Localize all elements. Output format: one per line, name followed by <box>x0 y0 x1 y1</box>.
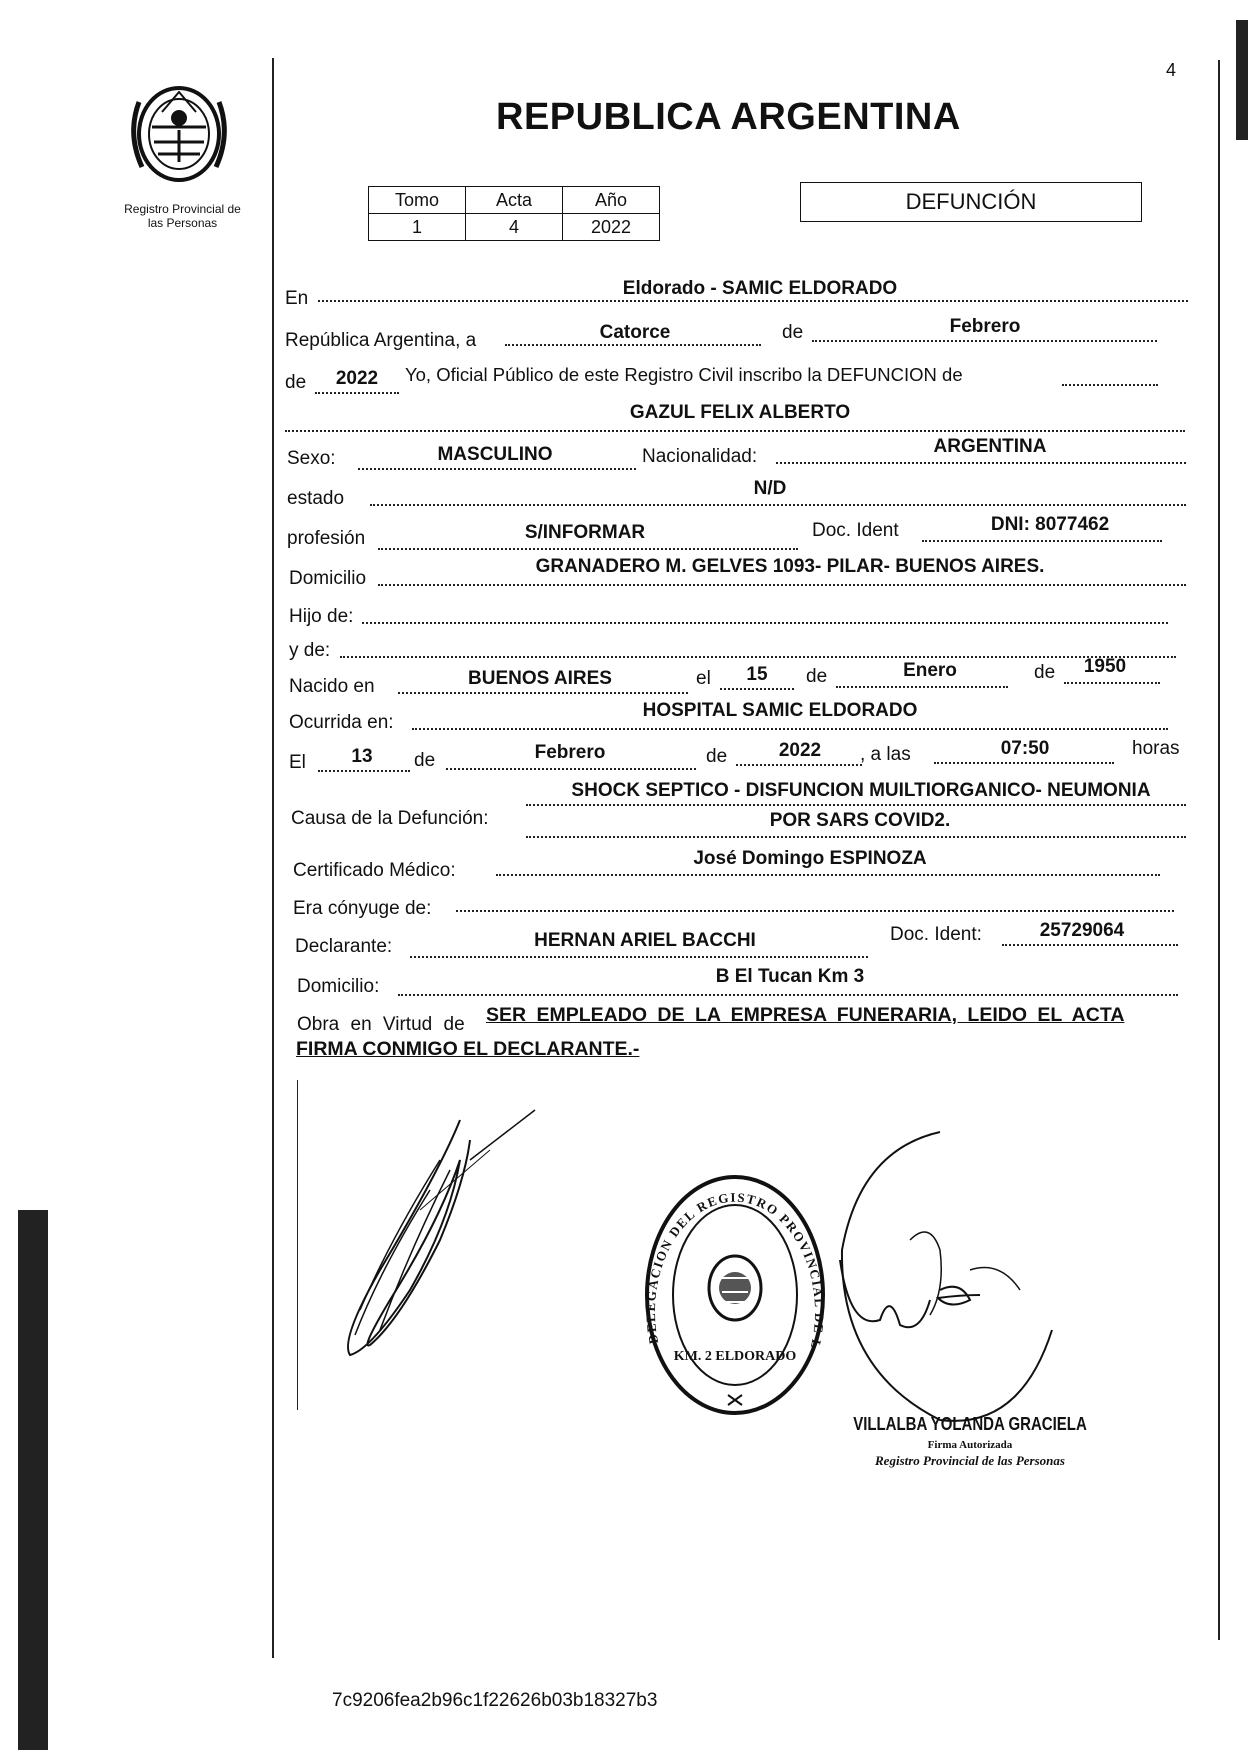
value-fecha-month: Febrero <box>534 742 606 763</box>
dots-nacido-year <box>1064 682 1160 684</box>
dots-nacido-day <box>720 688 794 690</box>
svg-text:DELEGACION DEL REGISTRO PROVIN <box>640 1170 827 1351</box>
dots-causa-line1 <box>526 804 1186 806</box>
label-nacionalidad: Nacionalidad: <box>642 446 758 467</box>
value-nacido-month: Enero <box>903 660 957 681</box>
dots-declarante <box>410 956 868 958</box>
official-seal <box>640 1170 830 1420</box>
label-fecha-de2: de <box>706 746 728 767</box>
deceased-name: GAZUL FELIX ALBERTO <box>629 402 851 423</box>
label-domicilio: Domicilio <box>289 568 367 589</box>
label-nacido-el: el <box>696 668 711 689</box>
value-fecha-year: 2022 <box>778 740 822 761</box>
label-nacido: Nacido en <box>289 676 375 697</box>
signatory-office: Registro Provincial de las Personas <box>875 1453 1065 1468</box>
value-tomo: 1 <box>369 214 466 241</box>
label-declarante: Declarante: <box>295 936 393 957</box>
signatory-block <box>850 1413 1090 1469</box>
value-day-words: Catorce <box>599 322 671 343</box>
label-a-las: , a las <box>860 744 911 765</box>
value-ano: 2022 <box>563 214 660 241</box>
value-domicilio2: B El Tucan Km 3 <box>715 966 865 987</box>
authorized-signature <box>820 1120 1060 1440</box>
dots-domicilio <box>378 584 1186 586</box>
registry-line-2: las Personas <box>147 216 218 230</box>
label-y-de: y de: <box>289 640 331 661</box>
label-conyuge: Era cónyuge de: <box>293 898 432 919</box>
label-ocurrida: Ocurrida en: <box>289 712 394 733</box>
dots-domicilio2 <box>398 994 1178 996</box>
record-type: DEFUNCIÓN <box>905 189 1037 214</box>
margin-line-left <box>272 58 274 1658</box>
dots-estado <box>370 504 1186 506</box>
value-doc-ident: DNI: 8077462 <box>990 514 1110 535</box>
value-declarante: HERNAN ARIEL BACCHI <box>534 930 756 951</box>
margin-line-right <box>1218 60 1220 1640</box>
signatory-name: VILLALBA YOLANDA GRACIELA <box>853 1413 1087 1436</box>
label-hijo-de: Hijo de: <box>289 606 354 627</box>
label-profesion: profesión <box>287 528 366 549</box>
label-estado: estado <box>287 488 345 509</box>
margin-line-left-outer <box>297 1080 298 1410</box>
dots-y-de <box>340 656 1176 658</box>
dots-hijo-de <box>362 622 1168 624</box>
value-nacido-place: BUENOS AIRES <box>468 668 612 689</box>
statement-text: Yo, Oficial Público de este Registro Civil inscribo la DEFUNCION de <box>405 364 963 385</box>
value-fecha-time: 07:50 <box>1000 738 1050 759</box>
label-de-month: de <box>782 322 804 343</box>
dots-fecha-year <box>736 764 862 766</box>
seal-ring-text: DELEGACION DEL REGISTRO PROVINCIAL DE L <box>642 1189 828 1352</box>
label-nacido-de2: de <box>1034 662 1056 683</box>
dots-declarante-doc <box>1002 944 1178 946</box>
dots-statement <box>1062 384 1158 386</box>
value-ocurrida: HOSPITAL SAMIC ELDORADO <box>642 700 918 721</box>
label-fecha-de: de <box>414 750 436 771</box>
value-year: 2022 <box>335 368 379 389</box>
label-domicilio2: Domicilio: <box>297 976 380 997</box>
value-sexo: MASCULINO <box>437 444 553 465</box>
label-nacido-de: de <box>806 666 828 687</box>
label-fecha-el: El <box>289 752 306 773</box>
label-obra: Obra en Virtud de <box>297 1014 465 1035</box>
page-title: REPUBLICA ARGENTINA <box>496 96 961 138</box>
value-month: Febrero <box>949 316 1021 337</box>
value-nacido-year: 1950 <box>1083 656 1127 677</box>
label-horas: horas <box>1132 738 1180 759</box>
label-causa: Causa de la Defunción: <box>291 808 489 829</box>
value-domicilio: GRANADERO M. GELVES 1093- PILAR- BUENOS AIRES. <box>535 556 1045 577</box>
label-de-year: de <box>285 372 307 393</box>
label-en: En <box>285 288 309 309</box>
value-causa-line2: POR SARS COVID2. <box>769 810 951 831</box>
value-acta: 4 <box>466 214 563 241</box>
dots-nacido-month <box>836 686 1008 688</box>
dots-day <box>505 344 761 346</box>
dots-fecha-time <box>934 762 1114 764</box>
signatory-role: Firma Autorizada <box>927 1439 1013 1451</box>
dots-doc-ident <box>922 540 1162 542</box>
value-obra-line2: FIRMA CONMIGO EL DECLARANTE.- <box>296 1038 640 1060</box>
dots-nacionalidad <box>776 462 1186 464</box>
value-profesion: S/INFORMAR <box>524 522 646 543</box>
dots-month <box>812 340 1157 342</box>
value-causa-line1: SHOCK SEPTICO - DISFUNCION MUILTIORGANICO- NEUMONIA <box>571 780 1151 801</box>
record-type-box <box>800 182 1142 222</box>
label-republica: República Argentina, a <box>285 330 477 351</box>
registry-label <box>100 202 265 230</box>
dots-nacido-place <box>398 692 688 694</box>
header-tomo: Tomo <box>369 187 466 214</box>
document-hash: 7c9206fea2b96c1f22626b03b18327b3 <box>332 1690 658 1711</box>
value-obra-line1: SER EMPLEADO DE LA EMPRESA FUNERARIA, LEIDO EL ACTA <box>486 1004 1125 1026</box>
value-nacionalidad: ARGENTINA <box>933 436 1047 457</box>
seal-inner-text: KM. 2 ELDORADO <box>673 1349 797 1364</box>
dots-en <box>318 300 1188 302</box>
record-table <box>368 186 660 241</box>
value-estado: N/D <box>753 478 787 499</box>
value-fecha-day: 13 <box>351 746 373 767</box>
label-sexo: Sexo: <box>287 448 336 469</box>
value-certificado: José Domingo ESPINOZA <box>693 848 927 869</box>
value-nacido-day: 15 <box>746 664 768 685</box>
dots-causa-line2 <box>526 836 1186 838</box>
page-number: 4 <box>1166 60 1177 80</box>
dots-ocurrida <box>412 728 1168 730</box>
scan-edge-left <box>18 1210 48 1750</box>
dots-year <box>315 392 399 394</box>
dots-sexo <box>358 468 636 470</box>
registry-line-1: Registro Provincial de <box>124 202 241 216</box>
dots-certificado <box>496 874 1160 876</box>
value-declarante-doc: 25729064 <box>1039 920 1125 941</box>
dots-fecha-day <box>318 770 410 772</box>
header-acta: Acta <box>466 187 563 214</box>
province-logo <box>122 72 237 192</box>
value-en: Eldorado - SAMIC ELDORADO <box>622 278 898 299</box>
dots-fecha-month <box>446 768 696 770</box>
dots-profesion <box>378 548 798 550</box>
dots-conyuge <box>456 910 1174 912</box>
scan-edge-right <box>1236 20 1248 140</box>
label-doc-ident: Doc. Ident <box>812 520 899 541</box>
header-ano: Año <box>563 187 660 214</box>
label-certificado: Certificado Médico: <box>293 860 456 881</box>
declarant-signature <box>320 1100 550 1370</box>
dots-name <box>285 430 1185 432</box>
label-declarante-doc: Doc. Ident: <box>890 924 982 945</box>
